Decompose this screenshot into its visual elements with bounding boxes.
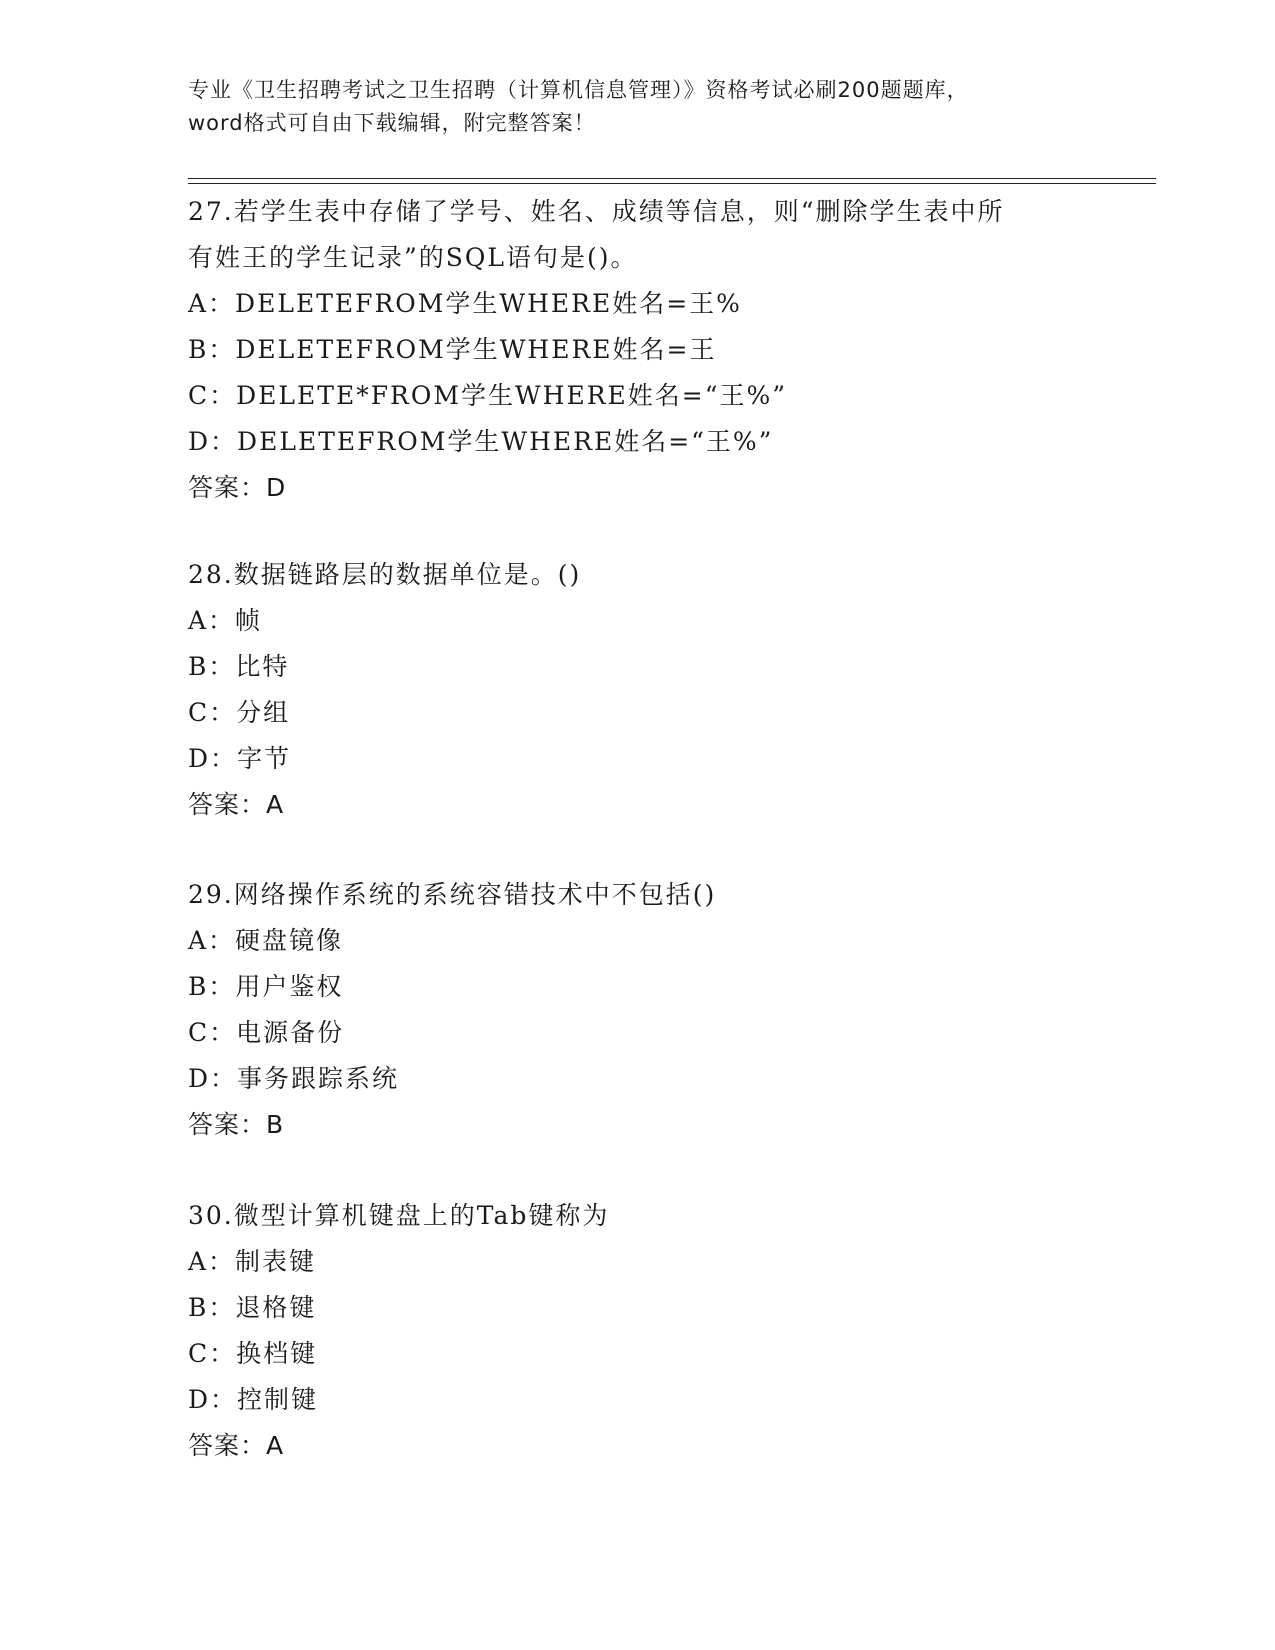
option-a: A：制表键 [188, 1247, 317, 1276]
option-c: C：电源备份 [188, 1018, 345, 1047]
header-line-2: word格式可自由下载编辑，附完整答案！ [188, 111, 596, 135]
question-stem: 有姓王的学生记录”的SQL语句是()。 [188, 243, 638, 272]
header-divider-bottom [188, 183, 1156, 184]
option-a: A：硬盘镜像 [188, 926, 344, 955]
option-a: A：帧 [188, 606, 263, 635]
option-d: D：DELETEFROM学生WHERE姓名=“王%” [188, 427, 774, 456]
answer-line: 答案：A [188, 1431, 285, 1460]
question-30 [188, 1193, 1088, 1469]
question-27 [188, 189, 1088, 511]
option-a: A：DELETEFROM学生WHERE姓名=王% [188, 289, 742, 318]
option-c: C：分组 [188, 698, 291, 727]
option-d: D：控制键 [188, 1385, 319, 1414]
option-b: B：用户鉴权 [188, 972, 344, 1001]
question-stem: 27.若学生表中存储了学号、姓名、成绩等信息，则“删除学生表中所 [188, 197, 1005, 226]
option-d: D：字节 [188, 744, 292, 773]
option-b: B：DELETEFROM学生WHERE姓名=王 [188, 335, 717, 364]
question-stem: 29.网络操作系统的系统容错技术中不包括() [188, 880, 717, 909]
header-divider-top [188, 178, 1156, 179]
answer-line: 答案：D [188, 473, 287, 502]
answer-line: 答案：A [188, 790, 285, 819]
option-c: C：换档键 [188, 1339, 318, 1368]
question-stem: 28.数据链路层的数据单位是。() [188, 560, 582, 589]
option-b: B：退格键 [188, 1293, 317, 1322]
option-c: C：DELETE*FROM学生WHERE姓名=“王%” [188, 381, 788, 410]
question-28 [188, 552, 1088, 828]
document-header [188, 74, 1088, 140]
header-line-1: 专业《卫生招聘考试之卫生招聘（计算机信息管理）》资格考试必刷200题题库， [188, 78, 969, 102]
option-d: D：事务跟踪系统 [188, 1064, 400, 1093]
question-29 [188, 872, 1088, 1148]
answer-line: 答案：B [188, 1110, 285, 1139]
option-b: B：比特 [188, 652, 290, 681]
question-stem: 30.微型计算机键盘上的Tab键称为 [188, 1201, 610, 1230]
